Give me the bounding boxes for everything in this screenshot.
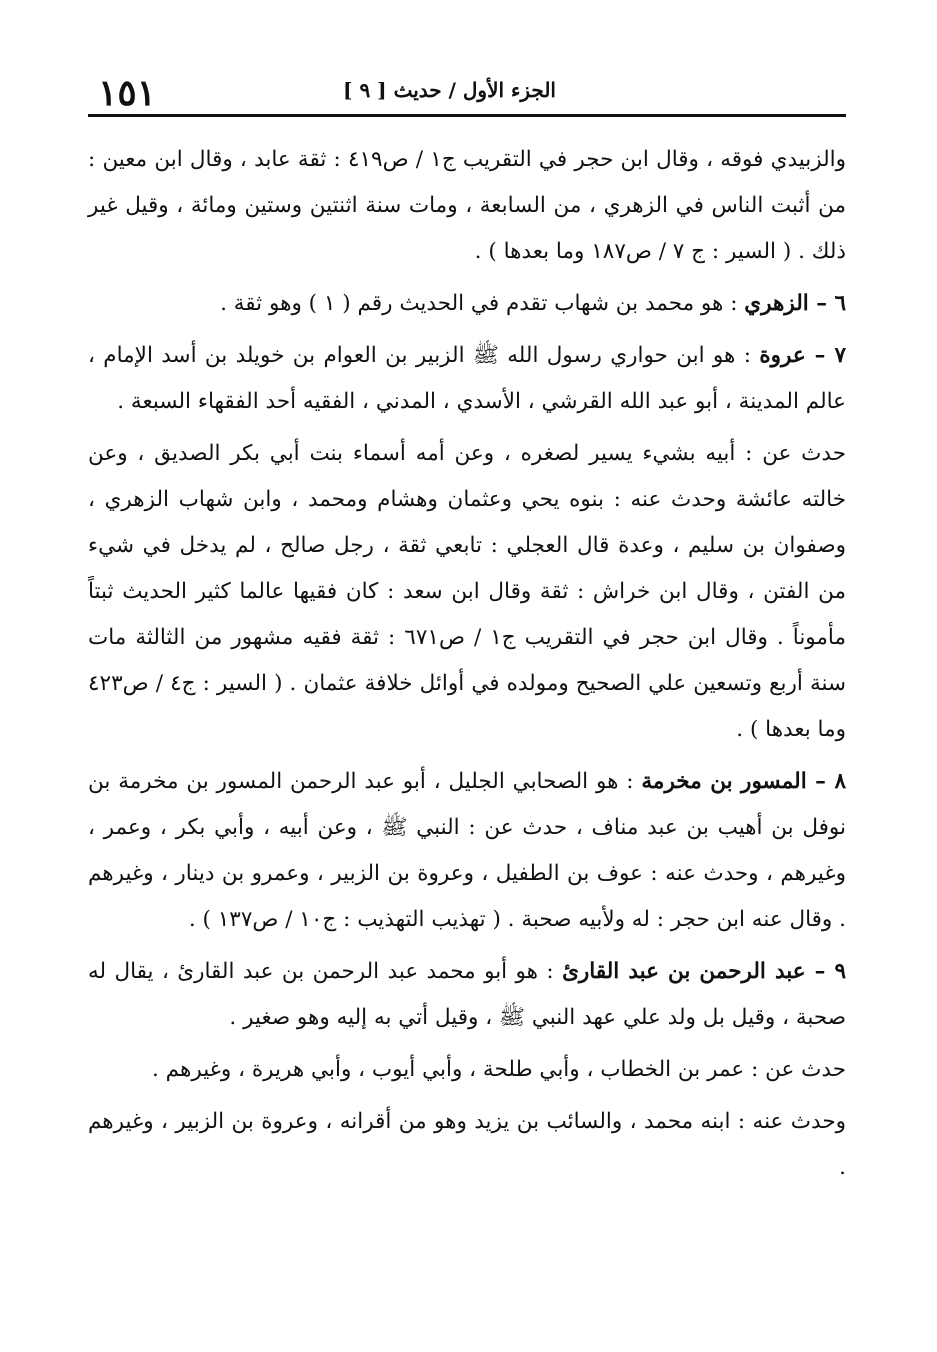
paragraph-6: [88, 949, 846, 1041]
paragraph-7: [88, 1047, 846, 1093]
paragraph-text: والزبيدي فوقه ، وقال ابن حجر في التقريب ج١ / ص٤١٩ : ثقة عابد ، وقال ابن معين : من أثبت الناس في الزهري ، من السابعة ، ومات سنة اثنتين وستين ومائة ، وقيل غير ذلك . ( السير : ج ٧ / ص١٨٧ وما بعدها ) .: [88, 147, 846, 264]
entry-heading: ٦ – الزهري: [744, 291, 846, 316]
paragraph-8: [88, 1099, 846, 1191]
paragraph-text: حدث عن : عمر بن الخطاب ، وأبي طلحة ، وأبي أيوب ، وأبي هريرة ، وغيرهم .: [152, 1057, 846, 1082]
entry-heading: ٧ – عروة: [759, 343, 846, 368]
page-header: [88, 70, 846, 117]
page-body: [88, 137, 846, 1191]
paragraph-2: [88, 281, 846, 327]
entry-heading: ٩ – عبد الرحمن بن عبد القارئ: [562, 959, 846, 984]
paragraph-4: [88, 431, 846, 753]
paragraph-text: وحدث عنه : ابنه محمد ، والسائب بن يزيد وهو من أقرانه ، وعروة بن الزبير ، وغيرهم .: [88, 1109, 846, 1180]
paragraph-text: : هو ابن حواري رسول الله ﷺ الزبير بن العوام بن خويلد بن أسد الإمام ، عالم المدينة ، أبو عبد الله القرشي ، الأسدي ، المدني ، الفقيه أحد الفقهاء السبعة .: [88, 343, 846, 414]
paragraph-text: حدث عن : أبيه بشيء يسير لصغره ، وعن أمه أسماء بنت أبي بكر الصديق ، وعن خالته عائشة وحدث عنه : بنوه يحي وعثمان وهشام ومحمد ، وابن شهاب الزهري ، وصفوان بن سليم ، وعدة قال العجلي : تابعي ثقة ، رجل صالح ، لم يدخل في شيء من الفتن ، وقال ابن خراش : ثقة وقال ابن سعد : كان فقيها عالما كثير الحديث ثبتاً مأموناً . وقال ابن حجر في التقريب ج١ / ص٦٧١ : ثقة فقيه مشهور من الثالثة مات سنة أربع وتسعين علي الصحيح ومولده في أوائل خلافة عثمان . ( السير : ج٤ / ص٤٢٣ وما بعدها ) .: [88, 441, 847, 742]
entry-heading: ٨ – المسور بن مخرمة: [641, 769, 846, 794]
page-number: ١٥١: [98, 72, 157, 114]
paragraph-5: [88, 759, 846, 943]
running-title: الجزء الأول / حديث [ ٩ ]: [343, 78, 556, 102]
paragraph-3: [88, 333, 846, 425]
paragraph-text: : هو أبو محمد عبد الرحمن بن عبد القارئ ، يقال له صحبة ، وقيل بل ولد علي عهد النبي ﷺ ، وقيل أتي به إليه وهو صغير .: [88, 959, 846, 1030]
paragraph-1: [88, 137, 846, 275]
document-page: [88, 70, 846, 1197]
paragraph-text: : هو محمد بن شهاب تقدم في الحديث رقم ( ١ ) وهو ثقة .: [220, 291, 745, 316]
paragraph-text: : هو الصحابي الجليل ، أبو عبد الرحمن المسور بن مخرمة بن نوفل بن أهيب بن عبد مناف ، حدث عن : النبي ﷺ ، وعن أبيه ، وأبي بكر ، وعمر ، وغيرهم ، وحدث عنه : عوف بن الطفيل ، وعروة بن الزبير ، وعمرو بن دينار ، وغيرهم . وقال عنه ابن حجر : له ولأبيه صحبة . ( تهذيب التهذيب : ج١٠ / ص١٣٧ ) .: [88, 769, 846, 932]
